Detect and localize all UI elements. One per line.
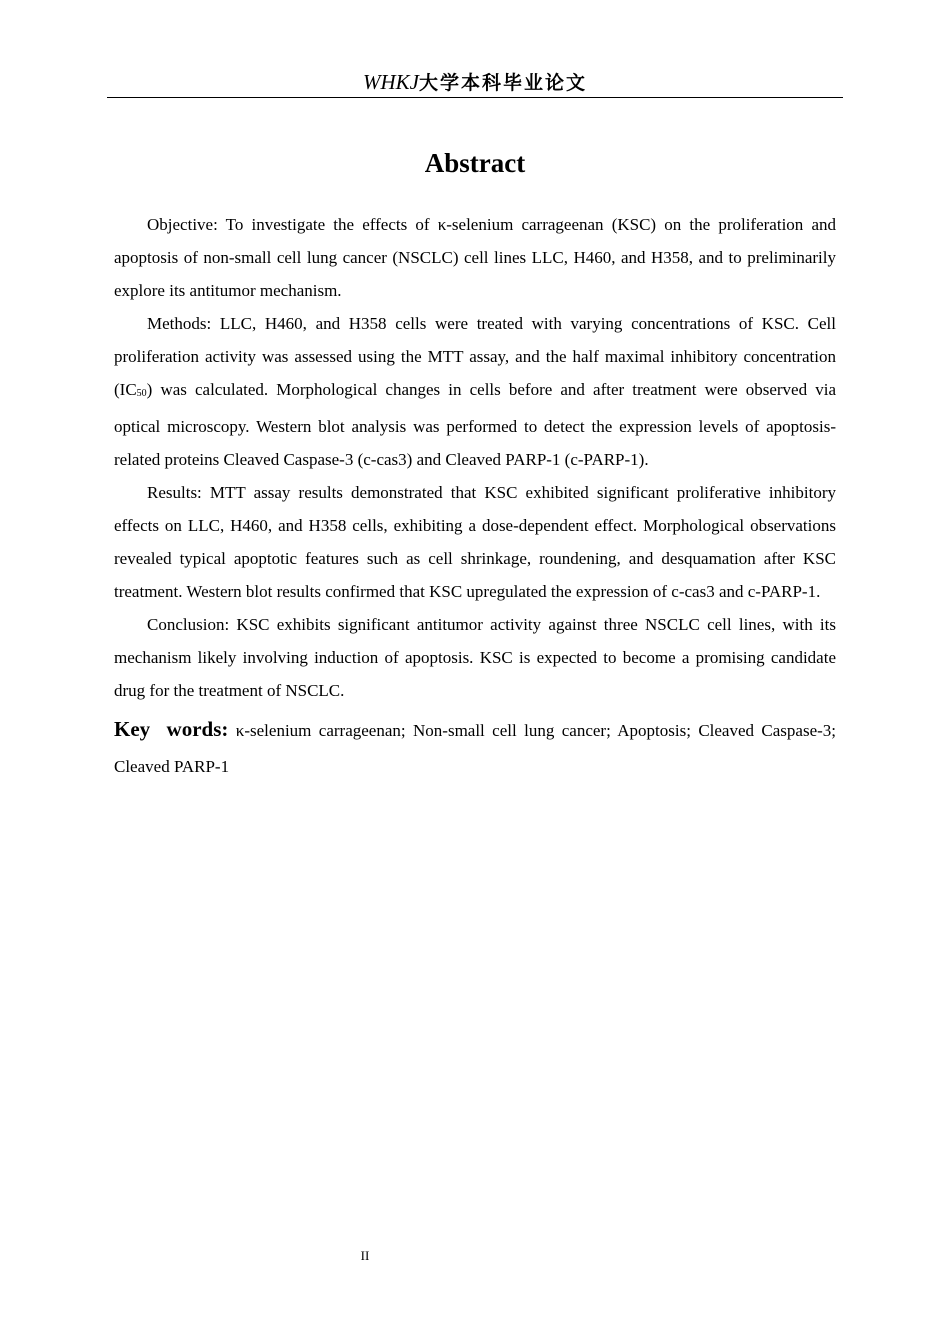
header-title-latin: WHKJ [362,70,419,94]
keywords-section [114,711,836,785]
abstract-body [114,208,836,785]
page-number: II [360,1248,370,1263]
conclusion-paragraph: Conclusion: KSC exhibits significant antitumor activity against three NSCLC cell lines, with its mechanism likely involving induction of apoptosis. KSC is expected to become a promising candidate drug for the treatment of NSCLC. [114,615,836,700]
header-rule [107,97,843,98]
objective-paragraph: Objective: To investigate the effects of κ-selenium carrageenan (KSC) on the proliferation and apoptosis of non-small cell lung cancer (NSCLC) cell lines LLC, H460, and H358, and to preliminarily explore its antitumor mechanism. [114,215,836,300]
methods-paragraph [114,307,836,476]
running-header [107,68,843,97]
methods-subscript: 50 [136,388,147,399]
header-title-cjk: 大学本科毕业论文 [418,72,587,94]
methods-text-start: Methods: LLC, H460, and H358 cells were treated with varying concentrations of KSC. Cell proliferation activity was assessed using the MTT assay, and the half maximal inhibitory concentration (IC [114,314,836,399]
keywords-text: κ-selenium carrageenan; Non-small cell lung cancer; Apoptosis; Cleaved Caspase-3; Cleaved PARP-1 [114,721,837,776]
results-paragraph: Results: MTT assay results demonstrated that KSC exhibited significant proliferative inhibitory effects on LLC, H460, and H358 cells, exhibiting a dose-dependent effect. Morphological observations revealed typical apoptotic features such as cell shrinkage, roundening, and desquamation after KSC treatment. Western blot results confirmed that KSC upregulated the expression of c-cas3 and c-PARP-1. [114,483,836,601]
keywords-label: Key words: [114,717,229,741]
abstract-heading: Abstract [424,148,526,178]
methods-text-end: ) was calculated. Morphological changes in cells before and after treatment were observed via optical microscopy. Western blot analysis was performed to detect the expression levels of apoptosis-related proteins Cleaved Caspase-3 (c-cas3) and Cleaved PARP-1 (c-PARP-1). [114,380,836,469]
